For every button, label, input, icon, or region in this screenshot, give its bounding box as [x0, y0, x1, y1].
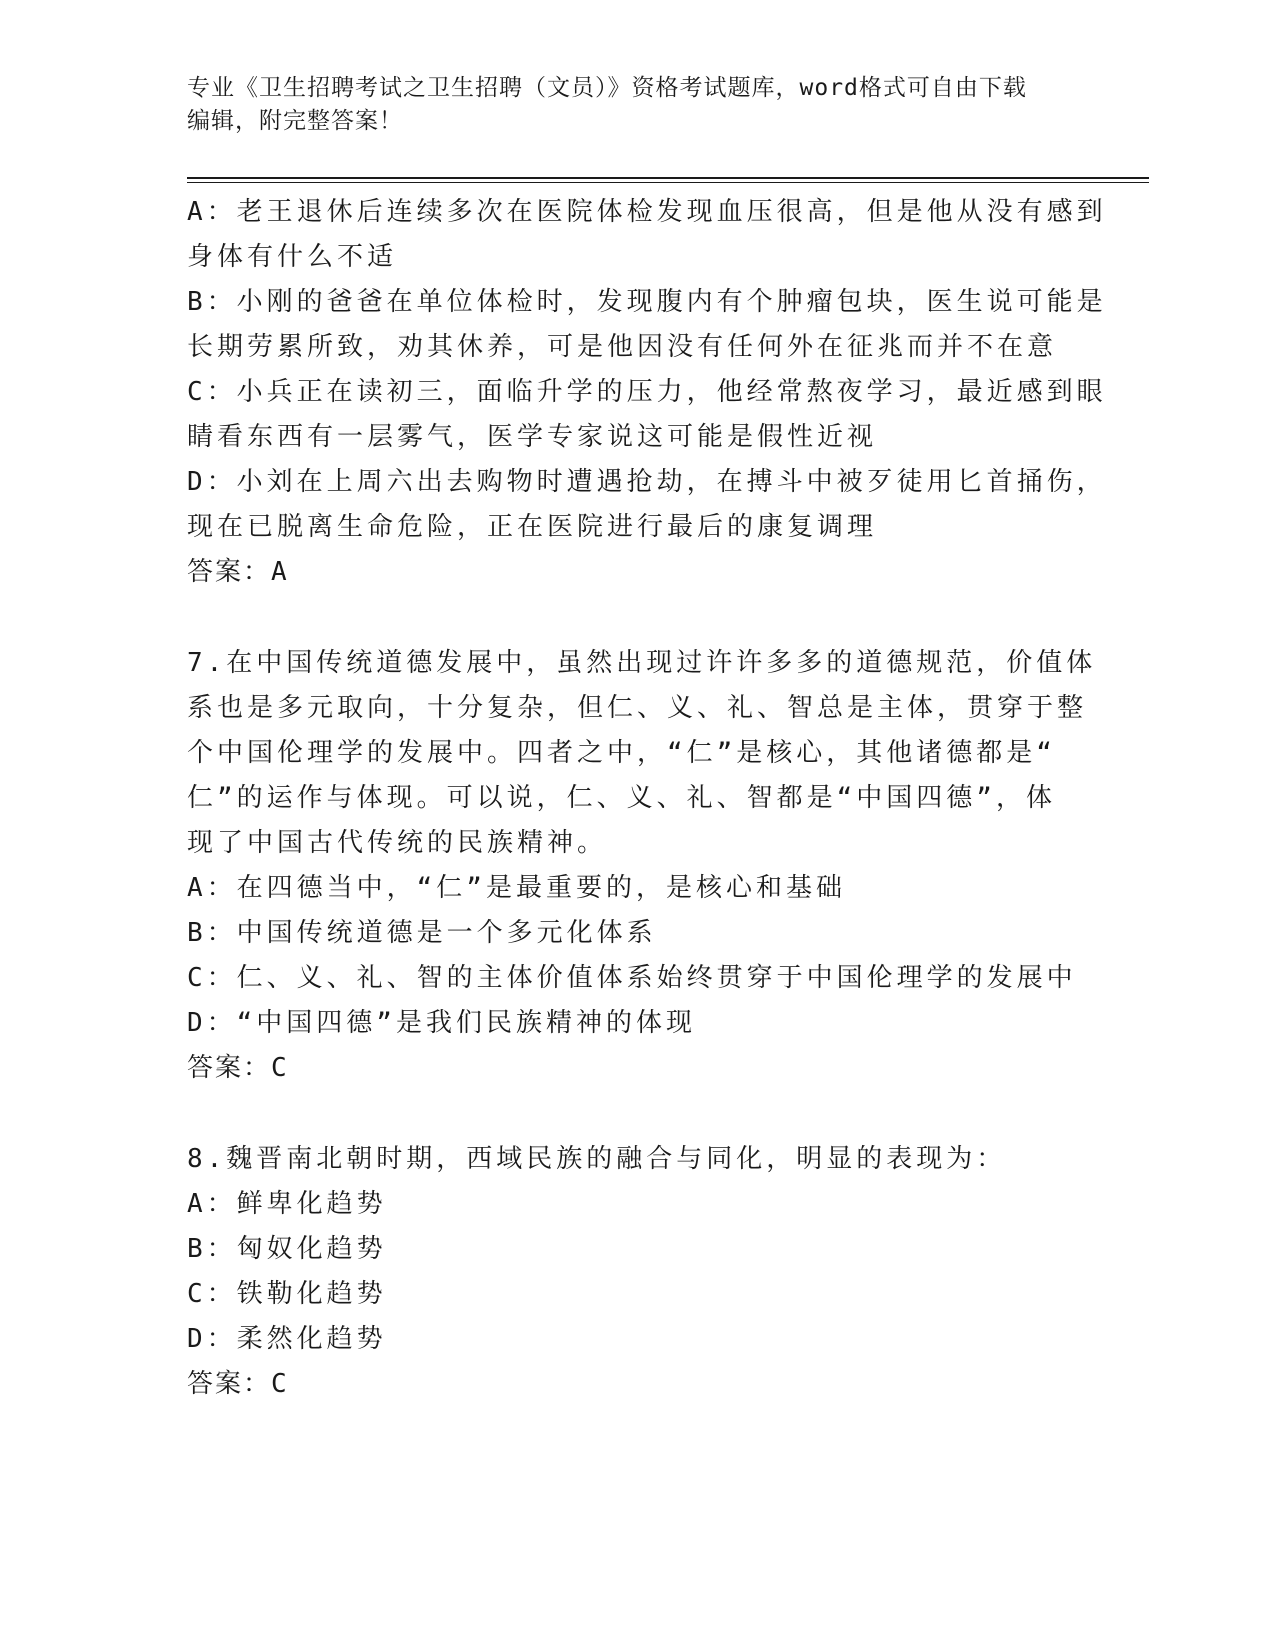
- question-8: [187, 1137, 1087, 1407]
- option-b: [187, 280, 1107, 370]
- option-line: B：小刚的爸爸在单位体检时，发现腹内有个肿瘤包块，医生说可能是: [187, 287, 1107, 317]
- header-divider-thick: [187, 177, 1149, 179]
- header-line-1: 专业《卫生招聘考试之卫生招聘（文员）》资格考试题库，word格式可自由下载: [187, 75, 1027, 101]
- question-6: [187, 190, 1107, 595]
- option-line: C：小兵正在读初三，面临升学的压力，他经常熬夜学习，最近感到眼: [187, 377, 1107, 407]
- option-line: A：老王退休后连续多次在医院体检发现血压很高，但是他从没有感到: [187, 197, 1107, 227]
- option-a: A：在四德当中，“仁”是最重要的，是核心和基础: [187, 873, 846, 903]
- option-d: [187, 460, 1107, 550]
- option-b: B：中国传统道德是一个多元化体系: [187, 918, 657, 948]
- question-stem: [187, 641, 1097, 866]
- stem-line: 现了中国古代传统的民族精神。: [187, 828, 608, 858]
- stem-line: 7.在中国传统道德发展中，虽然出现过许许多多的道德规范，价值体: [187, 648, 1097, 678]
- option-b: B：匈奴化趋势: [187, 1234, 387, 1264]
- option-c: C：铁勒化趋势: [187, 1279, 387, 1309]
- document-body: [187, 190, 1107, 1407]
- option-a: A：鲜卑化趋势: [187, 1189, 387, 1219]
- spacer: [187, 595, 1087, 641]
- option-d: D：柔然化趋势: [187, 1324, 387, 1354]
- option-a: [187, 190, 1107, 280]
- answer-label: 答案：C: [187, 1053, 289, 1083]
- option-line: 睛看东西有一层雾气，医学专家说这可能是假性近视: [187, 422, 878, 452]
- spacer: [187, 1091, 1087, 1137]
- answer-label: 答案：A: [187, 557, 289, 587]
- option-line: 身体有什么不适: [187, 242, 398, 272]
- stem-line: 仁”的运作与体现。可以说，仁、义、礼、智都是“中国四德”，体: [187, 783, 1056, 813]
- option-line: D：小刘在上周六出去购物时遭遇抢劫，在搏斗中被歹徒用匕首捅伤，: [187, 467, 1107, 497]
- option-line: 长期劳累所致，劝其休养，可是他因没有任何外在征兆而并不在意: [187, 332, 1058, 362]
- answer-label: 答案：C: [187, 1369, 289, 1399]
- header-line-2: 编辑，附完整答案！: [187, 108, 403, 134]
- option-d: D：“中国四德”是我们民族精神的体现: [187, 1008, 696, 1038]
- header-divider-thin: [187, 182, 1149, 183]
- question-7: [187, 641, 1097, 1091]
- document-header: [187, 72, 1087, 138]
- stem-line: 系也是多元取向，十分复杂，但仁、义、礼、智总是主体，贯穿于整: [187, 693, 1088, 723]
- option-c: [187, 370, 1107, 460]
- stem-line: 个中国伦理学的发展中。四者之中，“仁”是核心，其他诸德都是“: [187, 738, 1056, 768]
- question-stem: 8.魏晋南北朝时期，西域民族的融合与同化，明显的表现为：: [187, 1144, 1007, 1174]
- option-c: C：仁、义、礼、智的主体价值体系始终贯穿于中国伦理学的发展中: [187, 963, 1077, 993]
- option-line: 现在已脱离生命危险，正在医院进行最后的康复调理: [187, 512, 878, 542]
